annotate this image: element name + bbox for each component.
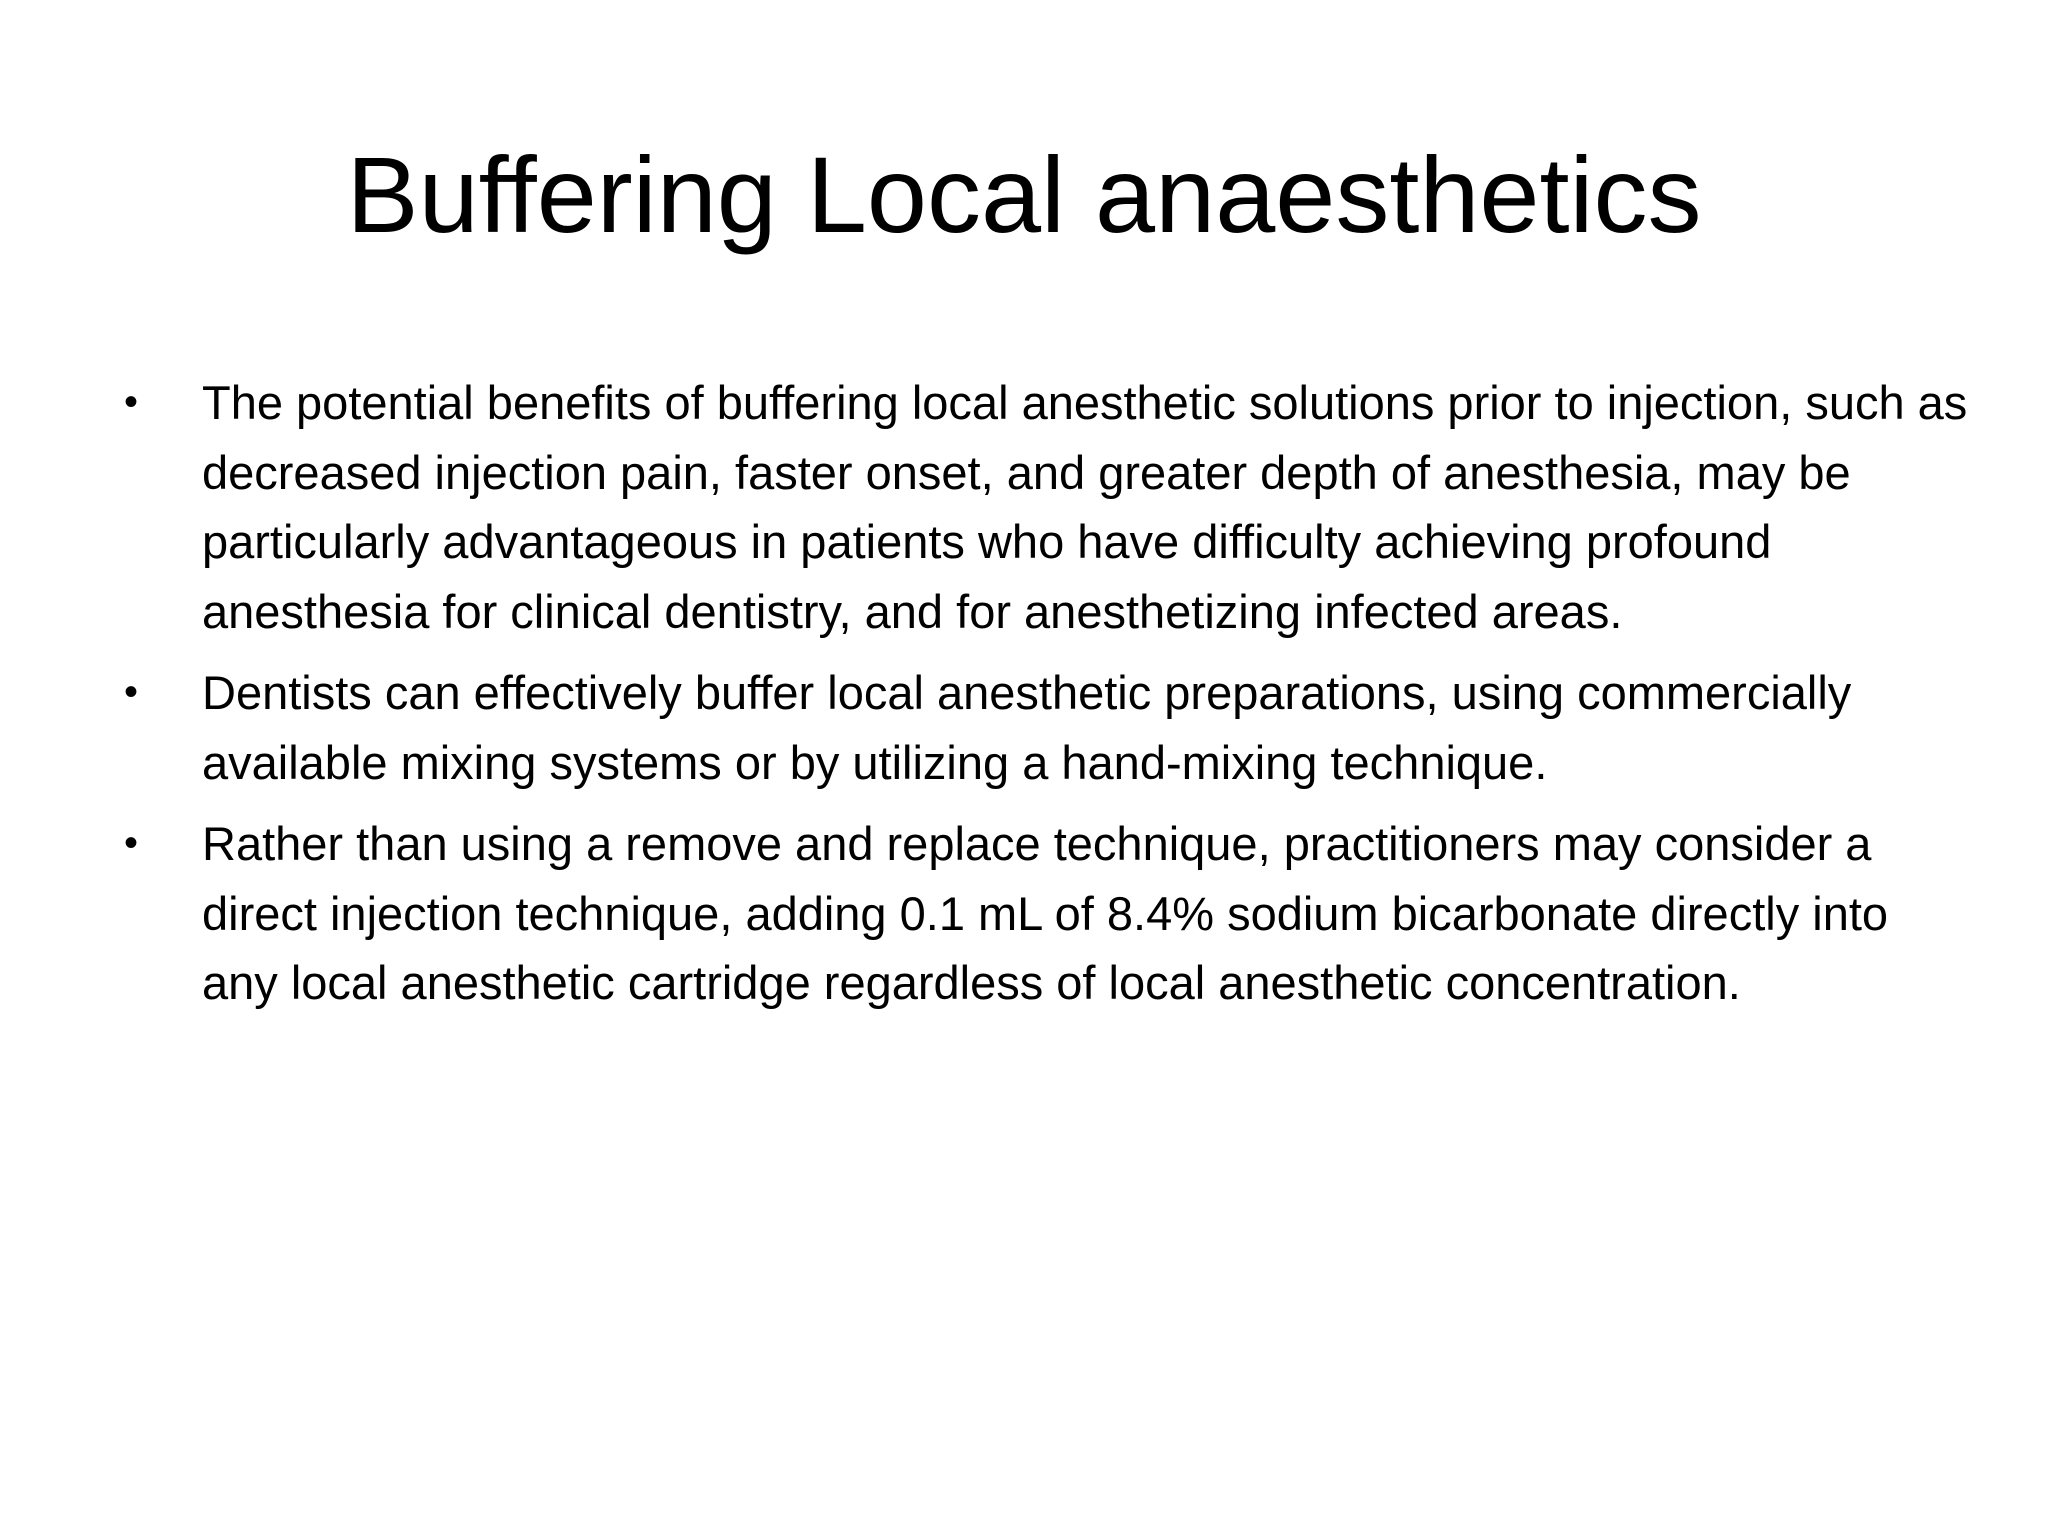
bullet-item — [118, 368, 1968, 646]
bullet-item — [118, 809, 1968, 1018]
bullet-text: Rather than using a remove and replace technique, practitioners may consider a direct injection technique, adding 0.1 mL of 8.4% sodium bicarbonate directly into any local anesthetic cartridge regardless of local anesthetic concentration. — [202, 817, 1889, 1009]
bullet-marker: • — [124, 380, 139, 424]
slide-title: Buffering Local anaesthetics — [346, 134, 1702, 255]
bullet-marker: • — [124, 670, 139, 714]
bullet-marker: • — [124, 821, 139, 865]
bullet-list — [118, 368, 1968, 1030]
bullet-text: Dentists can effectively buffer local anesthetic preparations, using commercially available mixing systems or by utilizing a hand-mixing technique. — [202, 666, 1852, 789]
bullet-item — [118, 658, 1968, 797]
bullet-text: The potential benefits of buffering local anesthetic solutions prior to injection, such as decreased injection pain, faster onset, and greater depth of anesthesia, may be particularly advantageous in patients who have difficulty achieving profound anesthesia for clinical dentistry, and for anesthetizing infected areas. — [202, 376, 1968, 638]
